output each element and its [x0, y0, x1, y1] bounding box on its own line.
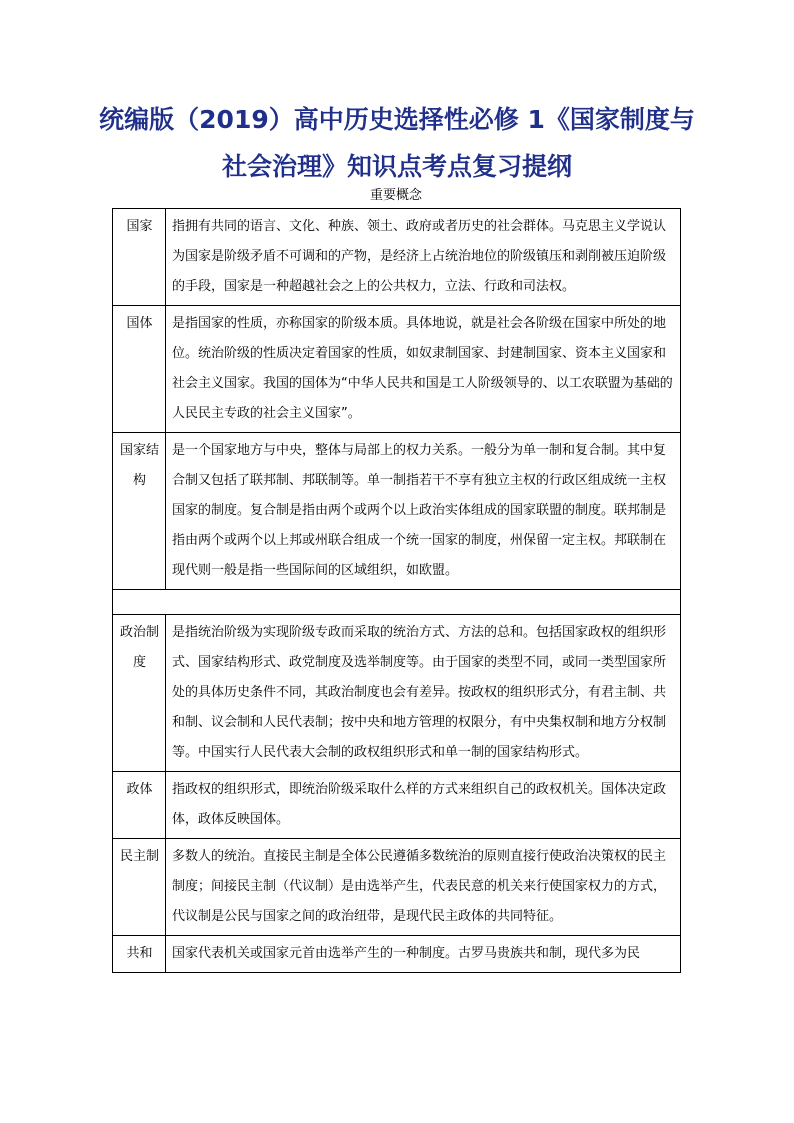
- table-row: [113, 615, 681, 772]
- document-title-line-2: 社会治理》知识点考点复习提纲: [221, 152, 572, 181]
- term-cell: 民主制: [113, 839, 166, 936]
- term-cell: 国体: [113, 306, 166, 433]
- table-row: [113, 936, 681, 973]
- definition-cell: 国家代表机关或国家元首由选举产生的一种制度。古罗马贵族共和制，现代多为民: [166, 936, 681, 973]
- section-title: 重要概念: [369, 188, 422, 203]
- definition-cell: 指政权的组织形式，即统治阶级采取什么样的方式来组织自己的政权机关。国体决定政体，政体反映国体。: [166, 772, 681, 839]
- empty-cell: [113, 590, 681, 615]
- definition-cell: 指拥有共同的语言、文化、种族、领土、政府或者历史的社会群体。马克思主义学说认为国家是阶级矛盾不可调和的产物，是经济上占统治地位的阶级镇压和剥削被压迫阶级的手段，国家是一种超越社会之上的公共权力，立法、行政和司法权。: [166, 209, 681, 306]
- document-title-line-1: 统编版（2019）高中历史选择性必修 1《国家制度与: [99, 105, 695, 134]
- definition-cell: 是指国家的性质，亦称国家的阶级本质。具体地说，就是社会各阶级在国家中所处的地位。统治阶级的性质决定着国家的性质，如奴隶制国家、封建制国家、资本主义国家和社会主义国家。我国的国体为“中华人民共和国是工人阶级领导的、以工农联盟为基础的人民民主专政的社会主义国家”。: [166, 306, 681, 433]
- term-cell: 政体: [113, 772, 166, 839]
- term-cell: 政治制度: [113, 615, 166, 772]
- table-row: [113, 433, 681, 590]
- term-cell: 国家结构: [113, 433, 166, 590]
- table-row: [113, 772, 681, 839]
- empty-table-row: [113, 590, 681, 615]
- term-cell: 共和: [113, 936, 166, 973]
- document-title: [60, 96, 734, 190]
- table-row: [113, 839, 681, 936]
- concepts-table: [112, 208, 681, 973]
- term-cell: 国家: [113, 209, 166, 306]
- table-row: [113, 306, 681, 433]
- definition-cell: 多数人的统治。直接民主制是全体公民遵循多数统治的原则直接行使政治决策权的民主制度；间接民主制（代议制）是由选举产生，代表民意的机关来行使国家权力的方式，代议制是公民与国家之间的政治纽带，是现代民主政体的共同特征。: [166, 839, 681, 936]
- definition-cell: 是一个国家地方与中央，整体与局部上的权力关系。一般分为单一制和复合制。其中复合制又包括了联邦制、邦联制等。单一制指若干不享有独立主权的行政区组成统一主权国家的制度。复合制是指由两个或两个以上政治实体组成的国家联盟的制度。联邦制是指由两个或两个以上邦或州联合组成一个统一国家的制度，州保留一定主权。邦联制在现代则一般是指一些国际间的区域组织，如欧盟。: [166, 433, 681, 590]
- table-row: [113, 209, 681, 306]
- definition-cell: 是指统治阶级为实现阶级专政而采取的统治方式、方法的总和。包括国家政权的组织形式、国家结构形式、政党制度及选举制度等。由于国家的类型不同，或同一类型国家所处的具体历史条件不同，其政治制度也会有差异。按政权的组织形式分，有君主制、共和制、议会制和人民代表制；按中央和地方管理的权限分，有中央集权制和地方分权制等。中国实行人民代表大会制的政权组织形式和单一制的国家结构形式。: [166, 615, 681, 772]
